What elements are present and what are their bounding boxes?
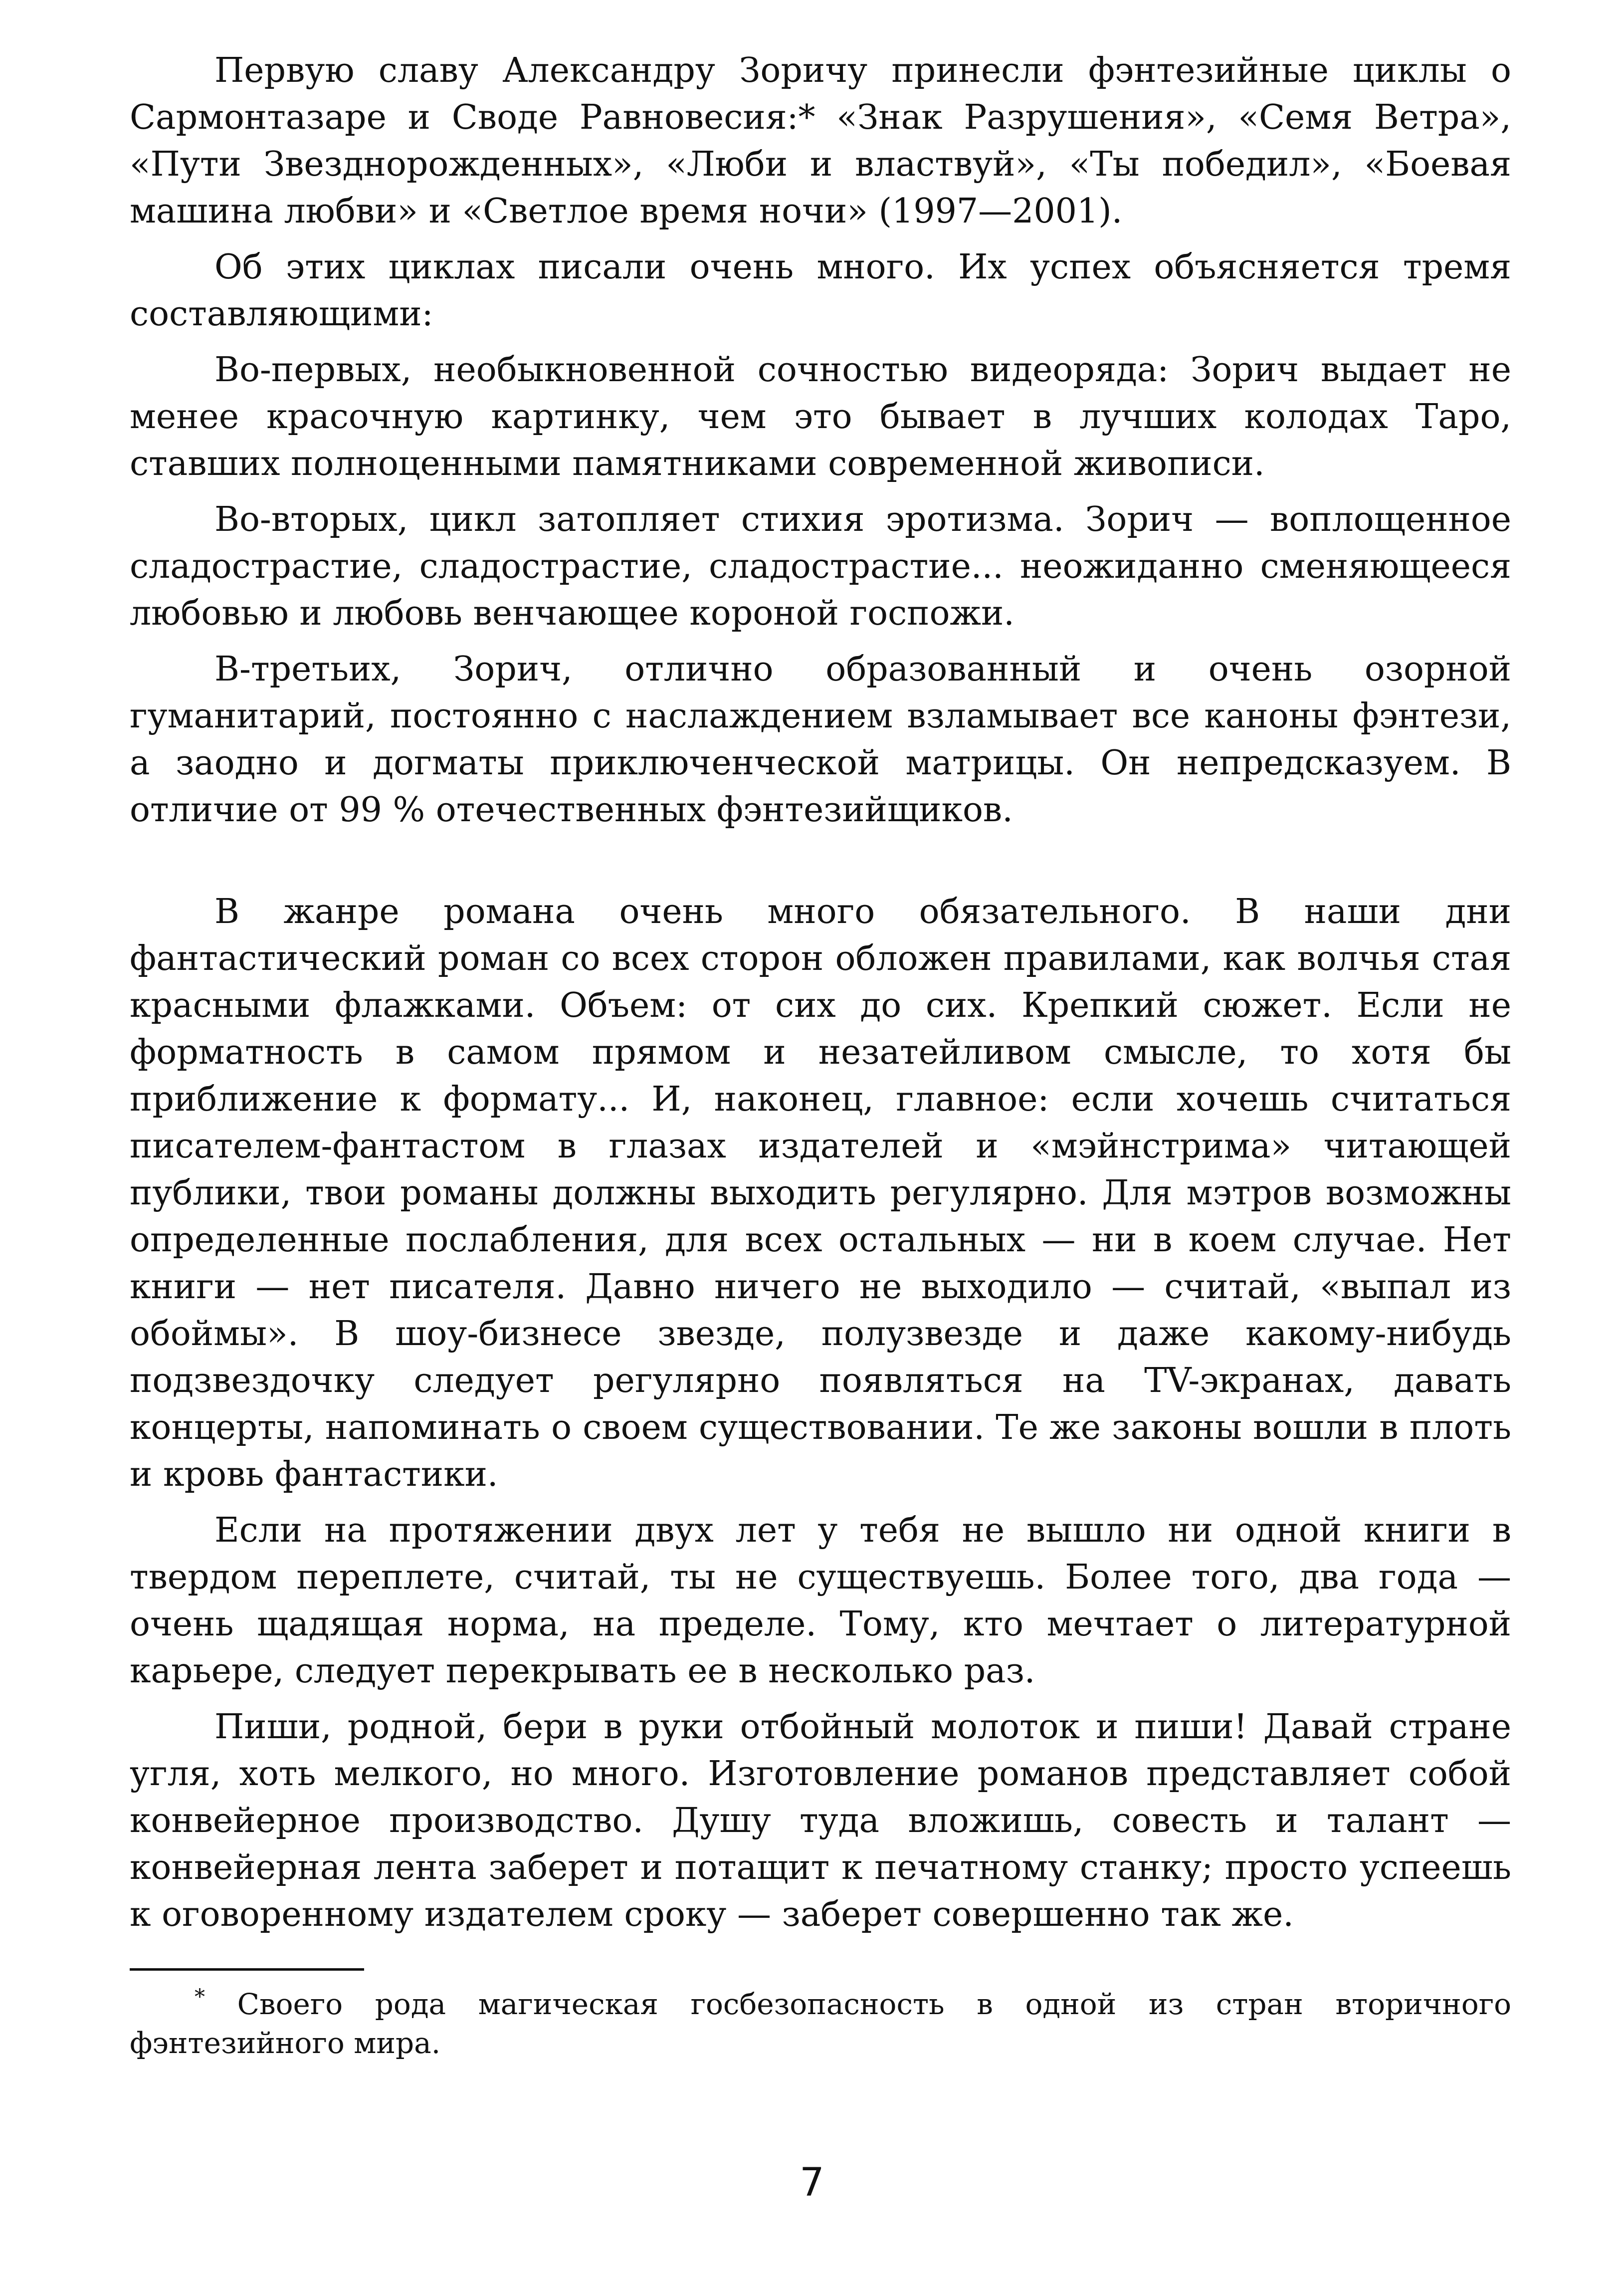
paragraph: Во-вторых, цикл затопляет стихия эротизма. Зорич — воплощенное сладострастие, сладострастие, сладострастие... неожиданно сменяющееся любовью и любовь венчающее короной госпожи. — [130, 500, 1511, 633]
footnote-mark: * — [195, 1984, 205, 2009]
paragraph: Если на протяжении двух лет у тебя не вышло ни одной книги в твердом переплете, считай, ты не существуешь. Более того, два года — очень щадящая норма, на пределе. Тому, кто мечтает о литературной карьере, следует перекрывать ее в несколько раз. — [130, 1511, 1511, 1691]
section-break — [130, 834, 1511, 889]
footnote — [130, 1985, 1511, 2062]
paragraph: В жанре романа очень много обязательного. В наши дни фантастический роман со всех сторон обложен правилами, как волчья стая красными флажками. Объем: от сих до сих. Крепкий сюжет. Если не форматность в самом прямом и незатейливом смысле, то хотя бы приближение к формату... И, наконец, главное: если хочешь считаться писателем-фантастом в глазах издателей и «мэйнстрима» читающей публики, твои романы должны выходить регулярно. Для мэтров возможны определенные послабления, для всех остальных — ни в коем случае. Нет книги — нет писателя. Давно ничего не выходило — считай, «выпал из обоймы». В шоу-бизнесе звезде, полузвезде и даже какому-нибудь подзвездочку следует регулярно появляться на TV-экранах, давать концерты, напоминать о своем существовании. Те же законы вошли в плоть и кровь фантастики. — [130, 892, 1511, 1494]
paragraph: Во-первых, необыкновенной сочностью видеоряда: Зорич выдает не менее красочную картинку, чем это бывает в лучших колодах Таро, ставших полноценными памятниками современной живописи. — [130, 350, 1511, 483]
paragraph: Пиши, родной, бери в руки отбойный молоток и пиши! Давай стране угля, хоть мелкого, но много. Изготовление романов представляет собой конвейерное производство. Душу туда вложишь, совесть и талант — конвейерная лента заберет и потащит к печатному станку; просто успеешь к оговоренному издателем сроку — заберет совершенно так же. — [130, 1707, 1511, 1934]
footnote-text: Своего рода магическая госбезопасность в одной из стран вторичного фэнтезийного мира. — [130, 1987, 1511, 2060]
page-number: 7 — [800, 2160, 824, 2205]
paragraph: Первую славу Александру Зоричу принесли фэнтезийные циклы о Сармонтазаре и Своде Равновесия:* «Знак Разрушения», «Семя Ветра», «Пути Звезднорожденных», «Люби и властвуй», «Ты победил», «Боевая машина любви» и «Светлое время ночи» (1997—2001). — [130, 51, 1511, 231]
paragraph: Об этих циклах писали очень много. Их успех объясняется тремя составляющими: — [130, 247, 1511, 334]
page-body — [130, 47, 1511, 2062]
footnote-divider — [130, 1968, 364, 1971]
paragraph: В-третьих, Зорич, отлично образованный и очень озорной гуманитарий, постоянно с наслаждением взламывает все каноны фэнтези, а заодно и догматы приключенческой матрицы. Он непредсказуем. В отличие от 99 % отечественных фэнтезийщиков. — [130, 650, 1511, 830]
